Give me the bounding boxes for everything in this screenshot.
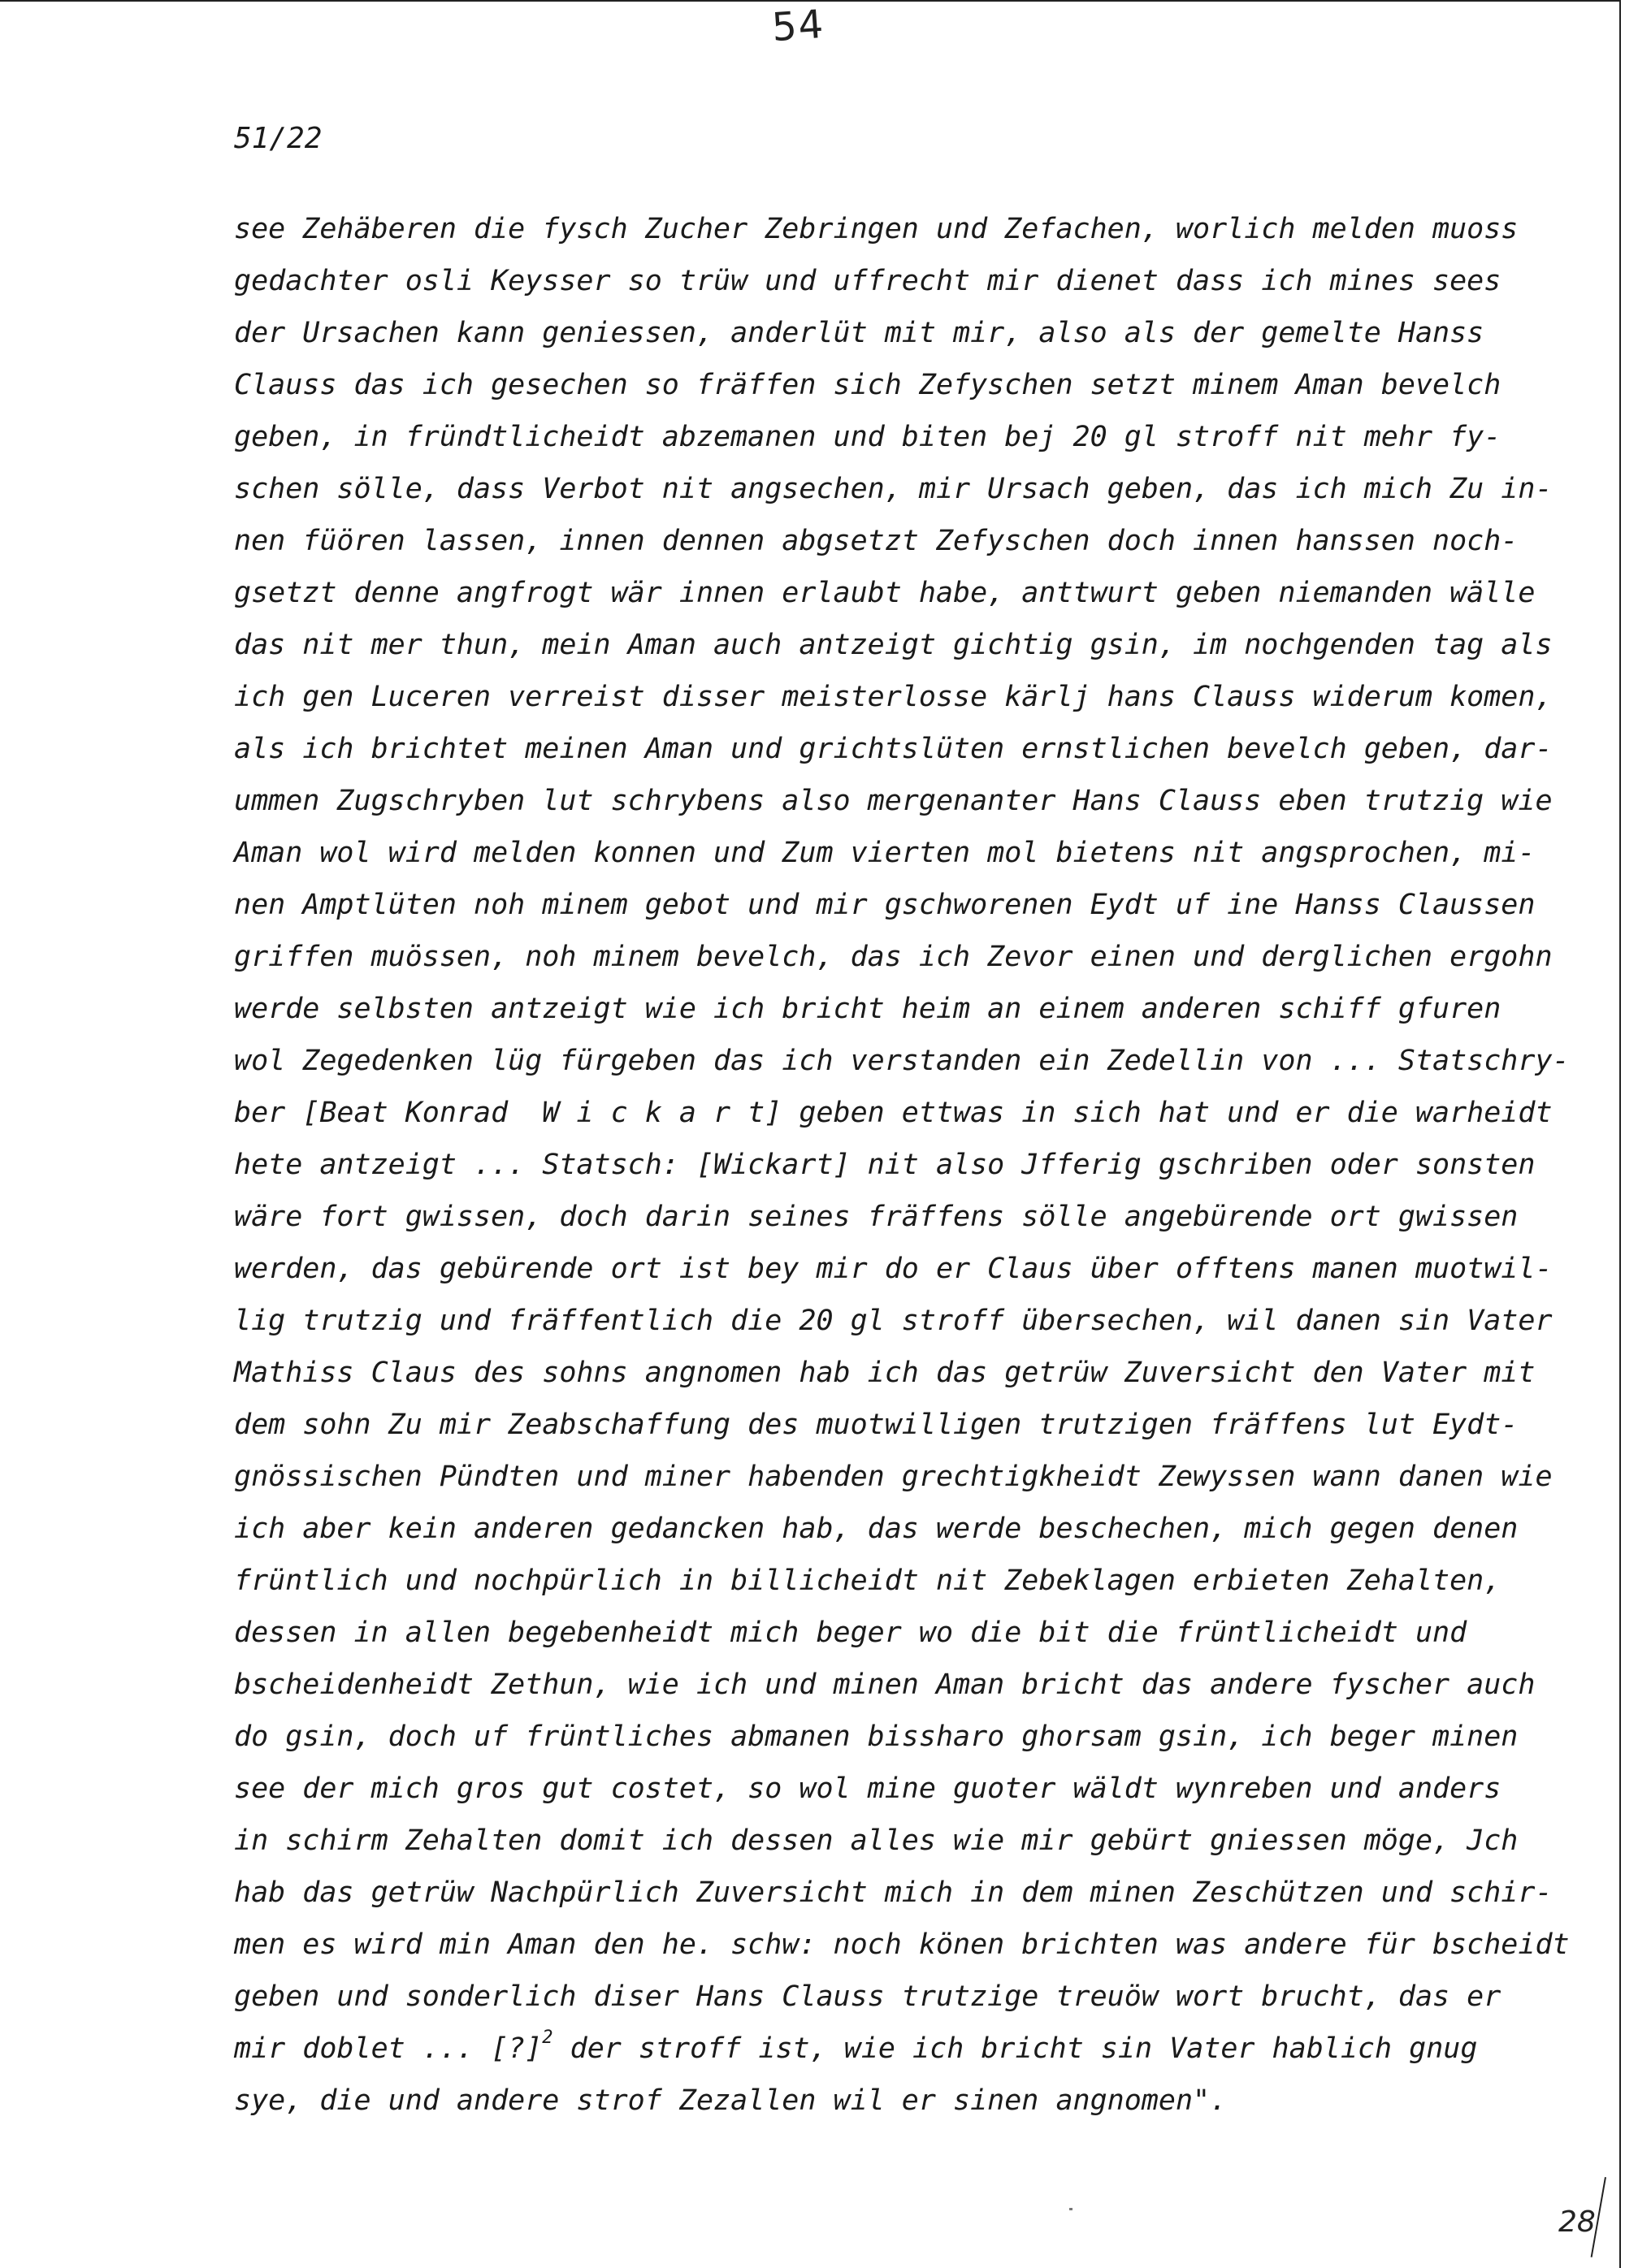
- text-line: nen füören lassen, innen dennen abgsetzt Zefyschen doch innen hanssen noch-: [234, 525, 1519, 557]
- text-line: Aman wol wird melden konnen und Zum vierten mol bietens nit angsprochen, mi-: [234, 837, 1536, 869]
- page-number: 51/22: [234, 122, 323, 155]
- text-line: ich gen Luceren verreist disser meisterlosse kärlj hans Clauss widerum komen,: [234, 681, 1553, 713]
- text-line-with-footnote: [234, 2023, 1599, 2075]
- text-line: in schirm Zehalten domit ich dessen alles wie mir gebürt gniessen möge, Jch: [234, 1824, 1519, 1857]
- text-line: geben und sonderlich diser Hans Clauss trutzige treuöw wort brucht, das er: [234, 1980, 1502, 2013]
- text-line: früntlich und nochpürlich in billicheidt nit Zebeklagen erbieten Zehalten,: [234, 1565, 1502, 1597]
- text-line: gnössischen Pündten und miner habenden grechtigkheidt Zewyssen wann danen wie: [234, 1461, 1553, 1493]
- text-line: schen sölle, dass Verbot nit angsechen, mir Ursach geben, das ich mich Zu in-: [234, 473, 1553, 505]
- text-line: do gsin, doch uf früntliches abmanen bissharo ghorsam gsin, ich beger minen: [234, 1720, 1519, 1753]
- footnote-marker: 2: [542, 2028, 553, 2048]
- text-segment: mir doblet ... [?]: [234, 2032, 543, 2065]
- text-line: dessen in allen begebenheidt mich beger wo die bit die früntlicheidt und: [234, 1617, 1467, 1649]
- text-line: ummen Zugschryben lut schrybens also mergenanter Hans Clauss eben trutzig wie: [234, 785, 1553, 817]
- text-line: das nit mer thun, mein Aman auch antzeigt gichtig gsin, im nochgenden tag als: [234, 629, 1553, 661]
- text-line: hab das getrüw Nachpürlich Zuversicht mich in dem minen Zeschützen und schir-: [234, 1876, 1553, 1909]
- text-line: Mathiss Claus des sohns angnomen hab ich das getrüw Zuversicht den Vater mit: [234, 1357, 1536, 1389]
- text-line: sye, die und andere strof Zezallen wil er sinen angnomen".: [234, 2084, 1228, 2117]
- text-line: griffen muössen, noh minem bevelch, das ich Zevor einen und derglichen ergohn: [234, 941, 1553, 973]
- text-line: werde selbsten antzeigt wie ich bricht heim an einem anderen schiff gfuren: [234, 993, 1502, 1025]
- text-line: gedachter osli Keysser so trüw und uffrecht mir dienet dass ich mines sees: [234, 265, 1502, 297]
- text-line: lig trutzig und fräffentlich die 20 gl stroff übersechen, wil danen sin Vater: [234, 1305, 1553, 1337]
- scan-border-top: [0, 0, 1619, 2]
- text-line: wol Zegedenken lüg fürgeben das ich verstanden ein Zedellin von ... Statschry-: [234, 1045, 1570, 1077]
- text-line: hete antzeigt ... Statsch: [Wickart] nit also Jfferig gschriben oder sonsten: [234, 1149, 1536, 1181]
- text-line: bscheidenheidt Zethun, wie ich und minen Aman bricht das andere fyscher auch: [234, 1669, 1536, 1701]
- text-line: Clauss das ich gesechen so fräffen sich Zefyschen setzt minem Aman bevelch: [234, 369, 1502, 401]
- text-line: see Zehäberen die fysch Zucher Zebringen und Zefachen, worlich melden muoss: [234, 213, 1519, 245]
- text-line: ber [Beat Konrad W i c k a r t] geben ettwas in sich hat und er die warheidt: [234, 1097, 1553, 1129]
- text-line: wäre fort gwissen, doch darin seines fräffens sölle angebürende ort gwissen: [234, 1201, 1519, 1233]
- text-segment: der stroff ist, wie ich bricht sin Vater hablich gnug: [552, 2032, 1478, 2065]
- text-line: dem sohn Zu mir Zeabschaffung des muotwilligen trutzigen fräffens lut Eydt-: [234, 1409, 1519, 1441]
- text-line: werden, das gebürende ort ist bey mir do er Claus über offtens manen muotwil-: [234, 1253, 1553, 1285]
- text-line: men es wird min Aman den he. schw: noch könen brichten was andere für bscheidt: [234, 1928, 1570, 1961]
- text-line: als ich brichtet meinen Aman und grichtslüten ernstlichen bevelch geben, dar-: [234, 733, 1553, 765]
- handwritten-folio-mark: 28: [1558, 2205, 1596, 2239]
- text-line: see der mich gros gut costet, so wol mine guoter wäldt wynreben und anders: [234, 1772, 1502, 1805]
- text-line: geben, in fründtlicheidt abzemanen und biten bej 20 gl stroff nit mehr fy-: [234, 421, 1502, 453]
- transcription-body: [234, 203, 1599, 2127]
- scan-speck: [1069, 2208, 1072, 2210]
- archive-stamp: 54: [770, 1, 826, 51]
- text-line: ich aber kein anderen gedancken hab, das werde beschechen, mich gegen denen: [234, 1513, 1519, 1545]
- text-line: nen Amptlüten noh minem gebot und mir gschworenen Eydt uf ine Hanss Claussen: [234, 889, 1536, 921]
- text-line: der Ursachen kann geniessen, anderlüt mit mir, also als der gemelte Hanss: [234, 317, 1484, 349]
- scan-border-right: [1619, 0, 1621, 2268]
- text-line: gsetzt denne angfrogt wär innen erlaubt habe, anttwurt geben niemanden wälle: [234, 577, 1536, 609]
